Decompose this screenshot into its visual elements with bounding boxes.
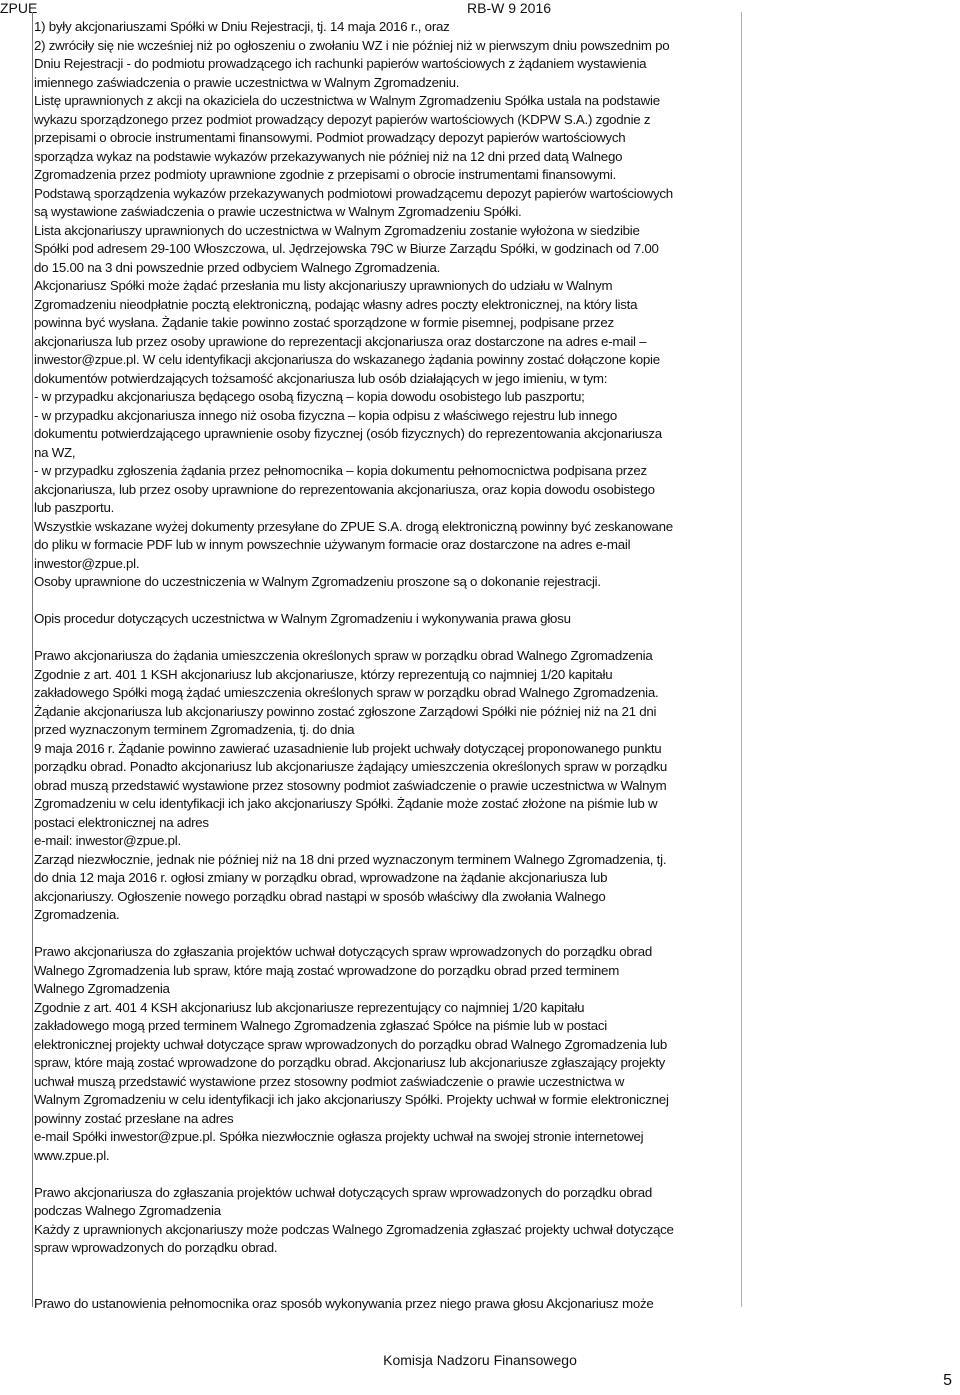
text-line: Zgromadzeniu nieodpłatnie pocztą elektroniczną, podając własny adres poczty elektronicznej, na który lista <box>34 296 638 312</box>
text-line: Żądanie akcjonariusza lub akcjonariuszy powinno zostać zgłoszone Zarządowi Spółki nie później niż na 21 dni <box>34 703 657 719</box>
text-line: elektronicznej projekty uchwał dotyczące spraw wprowadzonych do porządku obrad Walnego Zgromadzenia lub <box>34 1036 668 1052</box>
text-line: dokumentów potwierdzających tożsamość akcjonariusza lub osób działających w jego imieniu, w tym: <box>34 370 608 386</box>
text-line: Dniu Rejestracji - do podmiotu prowadzącego ich rachunki papierów wartościowych z żądaniem wystawienia <box>34 56 647 71</box>
text-line: Spółki pod adresem 29-100 Włoszczowa, ul. Jędrzejowska 79C w Biurze Zarządu Spółki, w godzinach od 7.00 <box>34 241 659 256</box>
blank-line <box>34 592 740 611</box>
blank-line <box>34 1165 740 1184</box>
text-line: Zgromadzenia przez podmioty uprawnione zgodnie z przepisami o obrocie instrumentami finansowymi. <box>34 167 617 182</box>
text-line: Akcjonariusz Spółki może żądać przesłania mu listy akcjonariuszy uprawnionych do udziału w Walnym <box>34 278 613 293</box>
header-report-id: RB-W 9 2016 <box>467 0 552 16</box>
text-line: 2) zwróciły się nie wcześniej niż po ogłoszeniu o zwołaniu WZ i nie później niż w pierwszym dniu powszednim po <box>34 37 670 53</box>
text-line: przepisami o obrocie instrumentami finansowymi. Podmiot prowadzący depozyt papierów wartościowych <box>34 130 626 145</box>
text-line: zakładowego Spółki mogą żądać umieszczenia określonych spraw w porządku obrad Walnego Zgromadzenia. <box>34 685 659 700</box>
text-line: Każdy z uprawnionych akcjonariuszy może podczas Walnego Zgromadzenia zgłaszać projekty uchwał dotyczące <box>34 1221 674 1237</box>
text-line: zakładowego mogą przed terminem Walnego Zgromadzenia zgłaszać Spółce na piśmie lub w postaci <box>34 1018 607 1033</box>
text-line: do dnia 12 maja 2016 r. ogłosi zmiany w porządku obrad, wprowadzone na żądanie akcjonariusza lub <box>34 870 608 885</box>
text-line: Listę uprawnionych z akcji na okaziciela do uczestnictwa w Walnym Zgromadzeniu Spółka ustala na podstawie <box>34 93 660 108</box>
text-line: sporządza wykaz na podstawie wykazów przekazywanych nie później niż na 12 dni przed datą Walnego <box>34 148 623 164</box>
text-line: Opis procedur dotyczących uczestnictwa w Walnym Zgromadzeniu i wykonywania prawa głosu <box>34 611 571 626</box>
text-line: Walnego Zgromadzenia <box>34 981 170 996</box>
text-line: - w przypadku akcjonariusza innego niż osoba fizyczna – kopia odpisu z właściwego rejestru lub innego <box>34 407 618 423</box>
text-line: powinna być wysłana. Żądanie takie powinno zostać sporządzone w formie pisemnej, podpisane przez <box>34 315 614 330</box>
text-line: Wszystkie wskazane wyżej dokumenty przesyłane do ZPUE S.A. drogą elektroniczną powinny być zeskanowane <box>34 518 673 534</box>
text-line: Podstawą sporządzenia wykazów przekazywanych podmiotowi prowadzącemu depozyt papierów wartościowych <box>34 185 673 201</box>
text-line: inwestor@zpue.pl. W celu identyfikacji akcjonariusza do wskazanego żądania powinny zostać dołączone kopie <box>34 352 660 367</box>
text-line: powinny zostać przesłane na adres <box>34 1110 234 1126</box>
text-line: e-mail Spółki inwestor@zpue.pl. Spółka niezwłocznie ogłasza projekty uchwał na swojej stronie internetowej <box>34 1129 644 1144</box>
text-line: są wystawione zaświadczenia o prawie uczestnictwa w Walnym Zgromadzeniu Spółki. <box>34 204 522 219</box>
text-line: do pliku w formacie PDF lub w innym powszechnie używanym formacie oraz dostarczone na adres e-mail <box>34 537 631 552</box>
text-line: Prawo akcjonariusza do zgłaszania projektów uchwał dotyczących spraw wprowadzonych do porządku obrad <box>34 944 653 959</box>
text-line: Osoby uprawnione do uczestniczenia w Walnym Zgromadzeniu proszone są o dokonanie rejestracji. <box>34 574 601 589</box>
text-line: spraw, które mają zostać wprowadzone do porządku obrad. Akcjonariusz lub akcjonariusze zgłaszający projekty <box>34 1055 666 1070</box>
text-line: Zgodnie z art. 401 4 KSH akcjonariusz lub akcjonariusze reprezentujący co najmniej 1/20 kapitału <box>34 999 585 1015</box>
text-line: - w przypadku akcjonariusza będącego osobą fizyczną – kopia dowodu osobistego lub paszportu; <box>34 389 585 404</box>
document-body <box>34 18 740 1313</box>
text-line: Zgromadzeniu w celu identyfikacji ich jako akcjonariuszy Spółki. Żądanie może zostać złożone na piśmie lub w <box>34 796 658 811</box>
text-line: Prawo do ustanowienia pełnomocnika oraz sposób wykonywania przez niego prawa głosu Akcjonariusz może <box>34 1295 654 1311</box>
text-line: postaci elektronicznej na adres <box>34 814 209 830</box>
blank-line <box>34 1276 740 1295</box>
text-line: Walnym Zgromadzeniu w celu identyfikacji ich jako akcjonariuszy Spółki. Projekty uchwał w formie elektronicznej <box>34 1092 669 1107</box>
text-line: www.zpue.pl. <box>34 1147 110 1163</box>
header-company: ZPUE <box>0 0 38 16</box>
text-line: - w przypadku zgłoszenia żądania przez pełnomocnika – kopia dokumentu pełnomocnictwa podpisana przez <box>34 463 647 478</box>
text-line: porządku obrad. Ponadto akcjonariusz lub akcjonariusze żądający umieszczenia określonych spraw w porządku <box>34 759 668 774</box>
footer-institution: Komisja Nadzoru Finansowego <box>383 1352 577 1368</box>
text-line: Zarząd niezwłocznie, jednak nie później niż na 18 dni przed wyznaczonym terminem Walnego Zgromadzenia, tj. <box>34 851 667 867</box>
text-line: Prawo akcjonariusza do zgłaszania projektów uchwał dotyczących spraw wprowadzonych do porządku obrad <box>34 1184 653 1200</box>
text-line: Zgodnie z art. 401 1 KSH akcjonariusz lub akcjonariusze, którzy reprezentują co najmniej 1/20 kapitału <box>34 666 613 682</box>
text-line: uchwał muszą przedstawić wystawione przez stosowny podmiot zaświadczenie o prawie uczestnictwa w <box>34 1073 625 1089</box>
text-line: lub paszportu. <box>34 500 115 515</box>
blank-line <box>34 925 740 944</box>
text-line: wykazu sporządzonego przez podmiot prowadzący depozyt papierów wartościowych (KDPW S.A.) zgodnie z <box>34 111 651 127</box>
text-line: przed wyznaczonym terminem Zgromadzenia, tj. do dnia <box>34 722 355 737</box>
text-line: Lista akcjonariuszy uprawnionych do uczestnictwa w Walnym Zgromadzeniu zostanie wyłożona w siedzibie <box>34 222 640 238</box>
text-line: dokumentu potwierdzającego uprawnienie osoby fizycznej (osób fizycznych) do reprezentowania akcjonariusza <box>34 426 662 441</box>
text-line: 9 maja 2016 r. Żądanie powinno zawierać uzasadnienie lub projekt uchwały dotyczącej proponowanego punktu <box>34 740 662 756</box>
text-line: 1) były akcjonariuszami Spółki w Dniu Rejestracji, tj. 14 maja 2016 r., oraz <box>34 19 450 34</box>
text-line: do 15.00 na 3 dni powszednie przed odbyciem Walnego Zgromadzenia. <box>34 259 441 275</box>
text-line: akcjonariuszy. Ogłoszenie nowego porządku obrad nastąpi w sposób właściwy dla zwołania Walnego <box>34 888 606 904</box>
text-line: e-mail: inwestor@zpue.pl. <box>34 833 181 848</box>
text-line: spraw wprowadzonych do porządku obrad. <box>34 1240 278 1255</box>
text-line: na WZ, <box>34 444 76 460</box>
text-line: podczas Walnego Zgromadzenia <box>34 1203 221 1218</box>
text-line: akcjonariusza lub przez osoby uprawione do reprezentacji akcjonariusza oraz dostarczone na adres e-mail – <box>34 333 647 349</box>
text-line: imiennego zaświadczenia o prawie uczestnictwa w Walnym Zgromadzeniu. <box>34 74 460 90</box>
text-line: Zgromadzenia. <box>34 907 120 922</box>
text-line: akcjonariusza, lub przez osoby uprawnione do reprezentowania akcjonariusza, oraz kopia dowodu osobistego <box>34 481 655 497</box>
text-line: inwestor@zpue.pl. <box>34 555 140 571</box>
text-line: Prawo akcjonariusza do żądania umieszczenia określonych spraw w porządku obrad Walnego Zgromadzenia <box>34 648 653 663</box>
blank-line <box>34 1258 740 1277</box>
text-line: Walnego Zgromadzenia lub spraw, które mają zostać wprowadzone do porządku obrad przed terminem <box>34 962 620 978</box>
blank-line <box>34 629 740 648</box>
page-number: 5 <box>943 1372 952 1389</box>
text-line: obrad muszą przedstawić wystawione przez stosowny podmiot zaświadczenie o prawie uczestnictwa w Walnym <box>34 777 667 793</box>
